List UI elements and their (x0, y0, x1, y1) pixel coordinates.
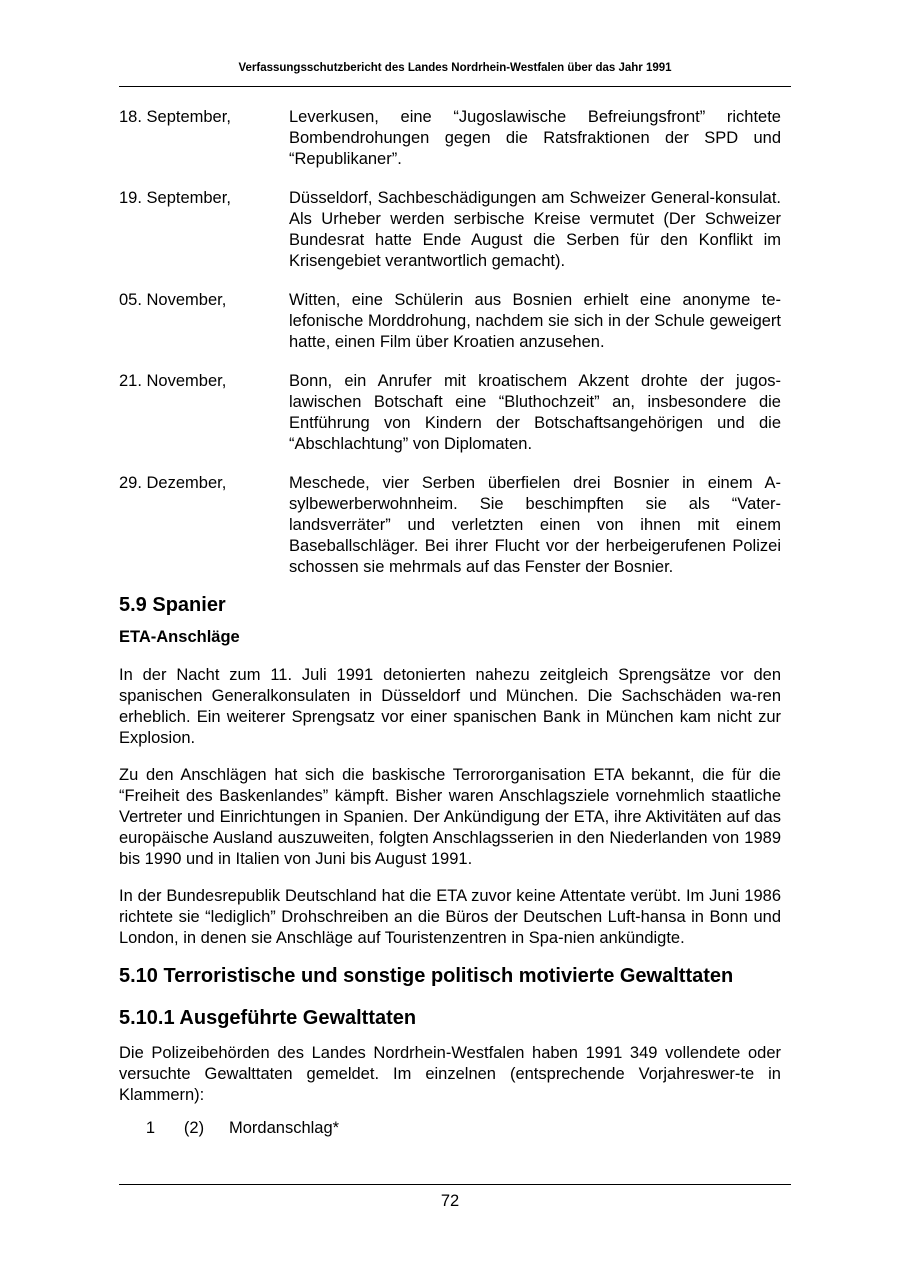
subheading-eta: ETA-Anschläge (119, 628, 240, 646)
entry-date: 05. November, (119, 291, 227, 309)
count-value: 1 (145, 1119, 155, 1137)
entry-date: 18. September, (119, 108, 231, 126)
page-number: 72 (440, 1192, 460, 1210)
chronology-entry (119, 473, 781, 578)
entry-text: Meschede, vier Serben überfielen drei Bosnier in einem A-sylbewerberwohnheim. Sie beschimpften sie als “Vater-landsverräter” und verletzten einen von ihnen mit einem Baseballschläger. Bei ihrer Flucht vor der herbeigerufenen Polizei schossen sie mehrmals auf das Fenster der Bosnier. (289, 474, 781, 576)
entry-date: 29. Dezember, (119, 474, 227, 492)
section-heading-gewalttaten: 5.10 Terroristische und sonstige politisch motivierte Gewalttaten (119, 965, 734, 987)
paragraph: In der Nacht zum 11. Juli 1991 detonierten nahezu zeitgleich Sprengsätze vor den spanischen Generalkonsulaten in Düsseldorf und München. Die Sachschäden wa-ren erheblich. Ein weiterer Sprengsatz vor einer spanischen Bank in München kam nicht zur Explosion. (119, 666, 781, 747)
running-header: Verfassungsschutzbericht des Landes Nordrhein-Westfalen über das Jahr 1991 (238, 62, 672, 74)
chronology-entry (119, 188, 781, 272)
paragraph: Zu den Anschlägen hat sich die baskische Terrororganisation ETA bekannt, die für die “Freiheit des Baskenlandes” kämpft. Bisher waren Anschlagsziele vornehmlich staatliche Vertreter und Einrichtungen in Spanien. Der Ankündigung der ETA, ihre Aktivitäten auf das europäische Ausland auszuweiten, folgten Anschlagsserien in den Niederlanden von 1989 bis 1990 und in Italien von Juni bis August 1991. (119, 766, 781, 868)
chronology-list (119, 107, 781, 578)
entry-date: 21. November, (119, 372, 227, 390)
section-heading-ausgefuehrte: 5.10.1 Ausgeführte Gewalttaten (119, 1007, 417, 1029)
paragraph: In der Bundesrepublik Deutschland hat die ETA zuvor keine Attentate verübt. Im Juni 1986 richtete sie “lediglich” Drohschreiben an die Büros der Deutschen Luft-hansa in Bonn und London, in denen sie Anschläge auf Touristenzentren in Spa-nien ankündigte. (119, 887, 781, 947)
entry-text: Witten, eine Schülerin aus Bosnien erhielt eine anonyme te-lefonische Morddrohung, nachdem sie sich in der Schule geweigert hatte, einen Film über Kroatien anzusehen. (289, 291, 781, 351)
page-body (119, 107, 781, 1139)
entry-date: 19. September, (119, 189, 231, 207)
chronology-entry (119, 371, 781, 455)
footer-rule (119, 1184, 791, 1185)
offense-label: Mordanschlag* (229, 1119, 340, 1137)
chronology-entry (119, 107, 781, 170)
statistics-row (119, 1118, 781, 1139)
header-rule (119, 86, 791, 87)
paragraph: Die Polizeibehörden des Landes Nordrhein-Westfalen haben 1991 349 vollendete oder versuchte Gewalttaten gemeldet. Im einzelnen (entsprechende Vorjahreswer-te in Klammern): (119, 1044, 781, 1104)
entry-text: Düsseldorf, Sachbeschädigungen am Schweizer General-konsulat. Als Urheber werden serbische Kreise vermutet (Der Schweizer Bundesrat hatte Ende August die Serben für den Konflikt im Krisengebiet verantwortlich gemacht). (289, 189, 781, 270)
entry-text: Leverkusen, eine “Jugoslawische Befreiungsfront” richtete Bombendrohungen gegen die Ratsfraktionen der SPD und “Republikaner”. (289, 108, 781, 168)
entry-text: Bonn, ein Anrufer mit kroatischem Akzent drohte der jugos-lawischen Botschaft eine “Bluthochzeit” an, insbesondere die Entführung von Kindern der Botschaftsangehörigen und die “Abschlachtung” von Diplomaten. (289, 372, 781, 453)
previous-year-value: (2) (183, 1119, 205, 1137)
chronology-entry (119, 290, 781, 353)
section-heading-spanier: 5.9 Spanier (119, 594, 226, 616)
